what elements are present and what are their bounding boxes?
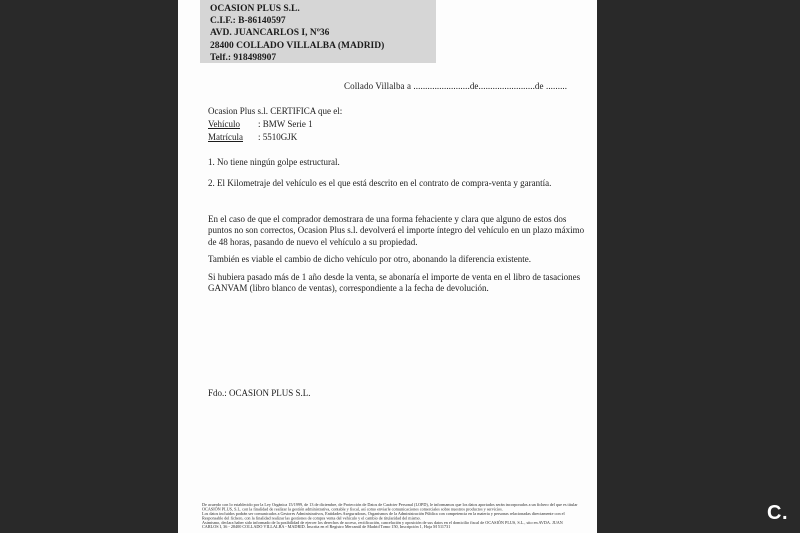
legal-line: Asimismo, declara haber sido informado de la posibilidad de ejercer los derechos de acceso, rectificación, cancelación y oposición de sus datos en el domicilio fiscal de OCASIÓN PLUS, S.L., sito en AVDA. JUAN — [202, 520, 563, 525]
letterhead-company: OCASION PLUS S.L. — [210, 4, 300, 14]
legal-fineprint — [202, 503, 578, 530]
point-2: 2. El Kilometraje del vehículo es el que está descrito en el contrato de compra-venta y garantía. — [208, 178, 552, 188]
paragraph-exchange: También es viable el cambio de dicho vehículo por otro, abonando la diferencia existente. — [208, 254, 532, 264]
certificate-document — [178, 0, 597, 533]
letterhead-block — [200, 0, 436, 63]
signature-line: Fdo.: OCASION PLUS S.L. — [208, 388, 311, 398]
certify-intro: Ocasion Plus s.l. CERTIFICA que el: — [208, 106, 343, 116]
vehicle-label: Vehículo — [208, 119, 240, 129]
point-1: 1. No tiene ningún golpe estructural. — [208, 157, 340, 167]
legal-line: CARLOS I, 36 - 28400 COLLADO VILLALBA - MADRID. Inscrita en el Registro Mercantil de Madrid Tomo 150, Inscripción 1, Hoja M 511731 — [202, 525, 451, 530]
vehicle-line — [208, 119, 313, 129]
plate-value: : 5510GJK — [258, 132, 298, 142]
legal-line: De acuerdo con lo establecido por la Ley Orgánica 15/1999, de 13 de diciembre, de Protección de Datos de Carácter Personal (LOPD), le informamos que los datos aportados serán incorporados a un fichero del que es titular — [202, 503, 578, 508]
letterhead-cif: C.I.F.: B-86140597 — [210, 16, 286, 27]
plate-line — [208, 132, 297, 142]
legal-line: OCASIÓN PLUS, S.L. con la finalidad de realizar la gestión administrativa, contable y fiscal, así como enviarle comunicaciones comerciales sobre nuestros productos y servicios. — [202, 507, 503, 512]
letterhead-phone: Telf.: 918498907 — [210, 52, 277, 63]
legal-line: Responsable del fichero, con la finalidad realizar las gestiones de compra venta del vehículo y el cambio de titularidad del mismo. — [202, 516, 421, 521]
legal-line: Los datos incluidos podrán ser comunicados a Gestores Administrativos, Entidades Aseguradoras, Organismos de la Administración Pública con competencia en la materia y personas relacionadas directamente con el — [202, 511, 565, 517]
paragraph-refund: En el caso de que el comprador demostrara de una forma fehaciente y clara que alguno de estos dos puntos no son correctos, Ocasion Plus s.l. devolverá el importe íntegro del vehículo en un plazo máximo de 48 horas, pasando de nuevo el vehículo a su propiedad. — [208, 214, 585, 247]
letterhead-city: 28400 COLLADO VILLALBA (MADRID) — [210, 40, 385, 51]
paragraph-ganvam: Si hubiera pasado más de 1 año desde la venta, se abonaría el importe de venta en el libro de tasaciones GANVAM (libro blanco de ventas), correspondiente a la fecha de devolución. — [208, 272, 581, 294]
letterhead-address: AVD. JUANCARLOS I, Nº36 — [210, 28, 330, 39]
vehicle-value: : BMW Serie 1 — [258, 119, 313, 129]
date-line: Collado Villalba a ........................de........................de ......... — [344, 81, 568, 91]
coches-logo: C. — [767, 502, 788, 524]
plate-label: Matrícula — [208, 132, 243, 142]
